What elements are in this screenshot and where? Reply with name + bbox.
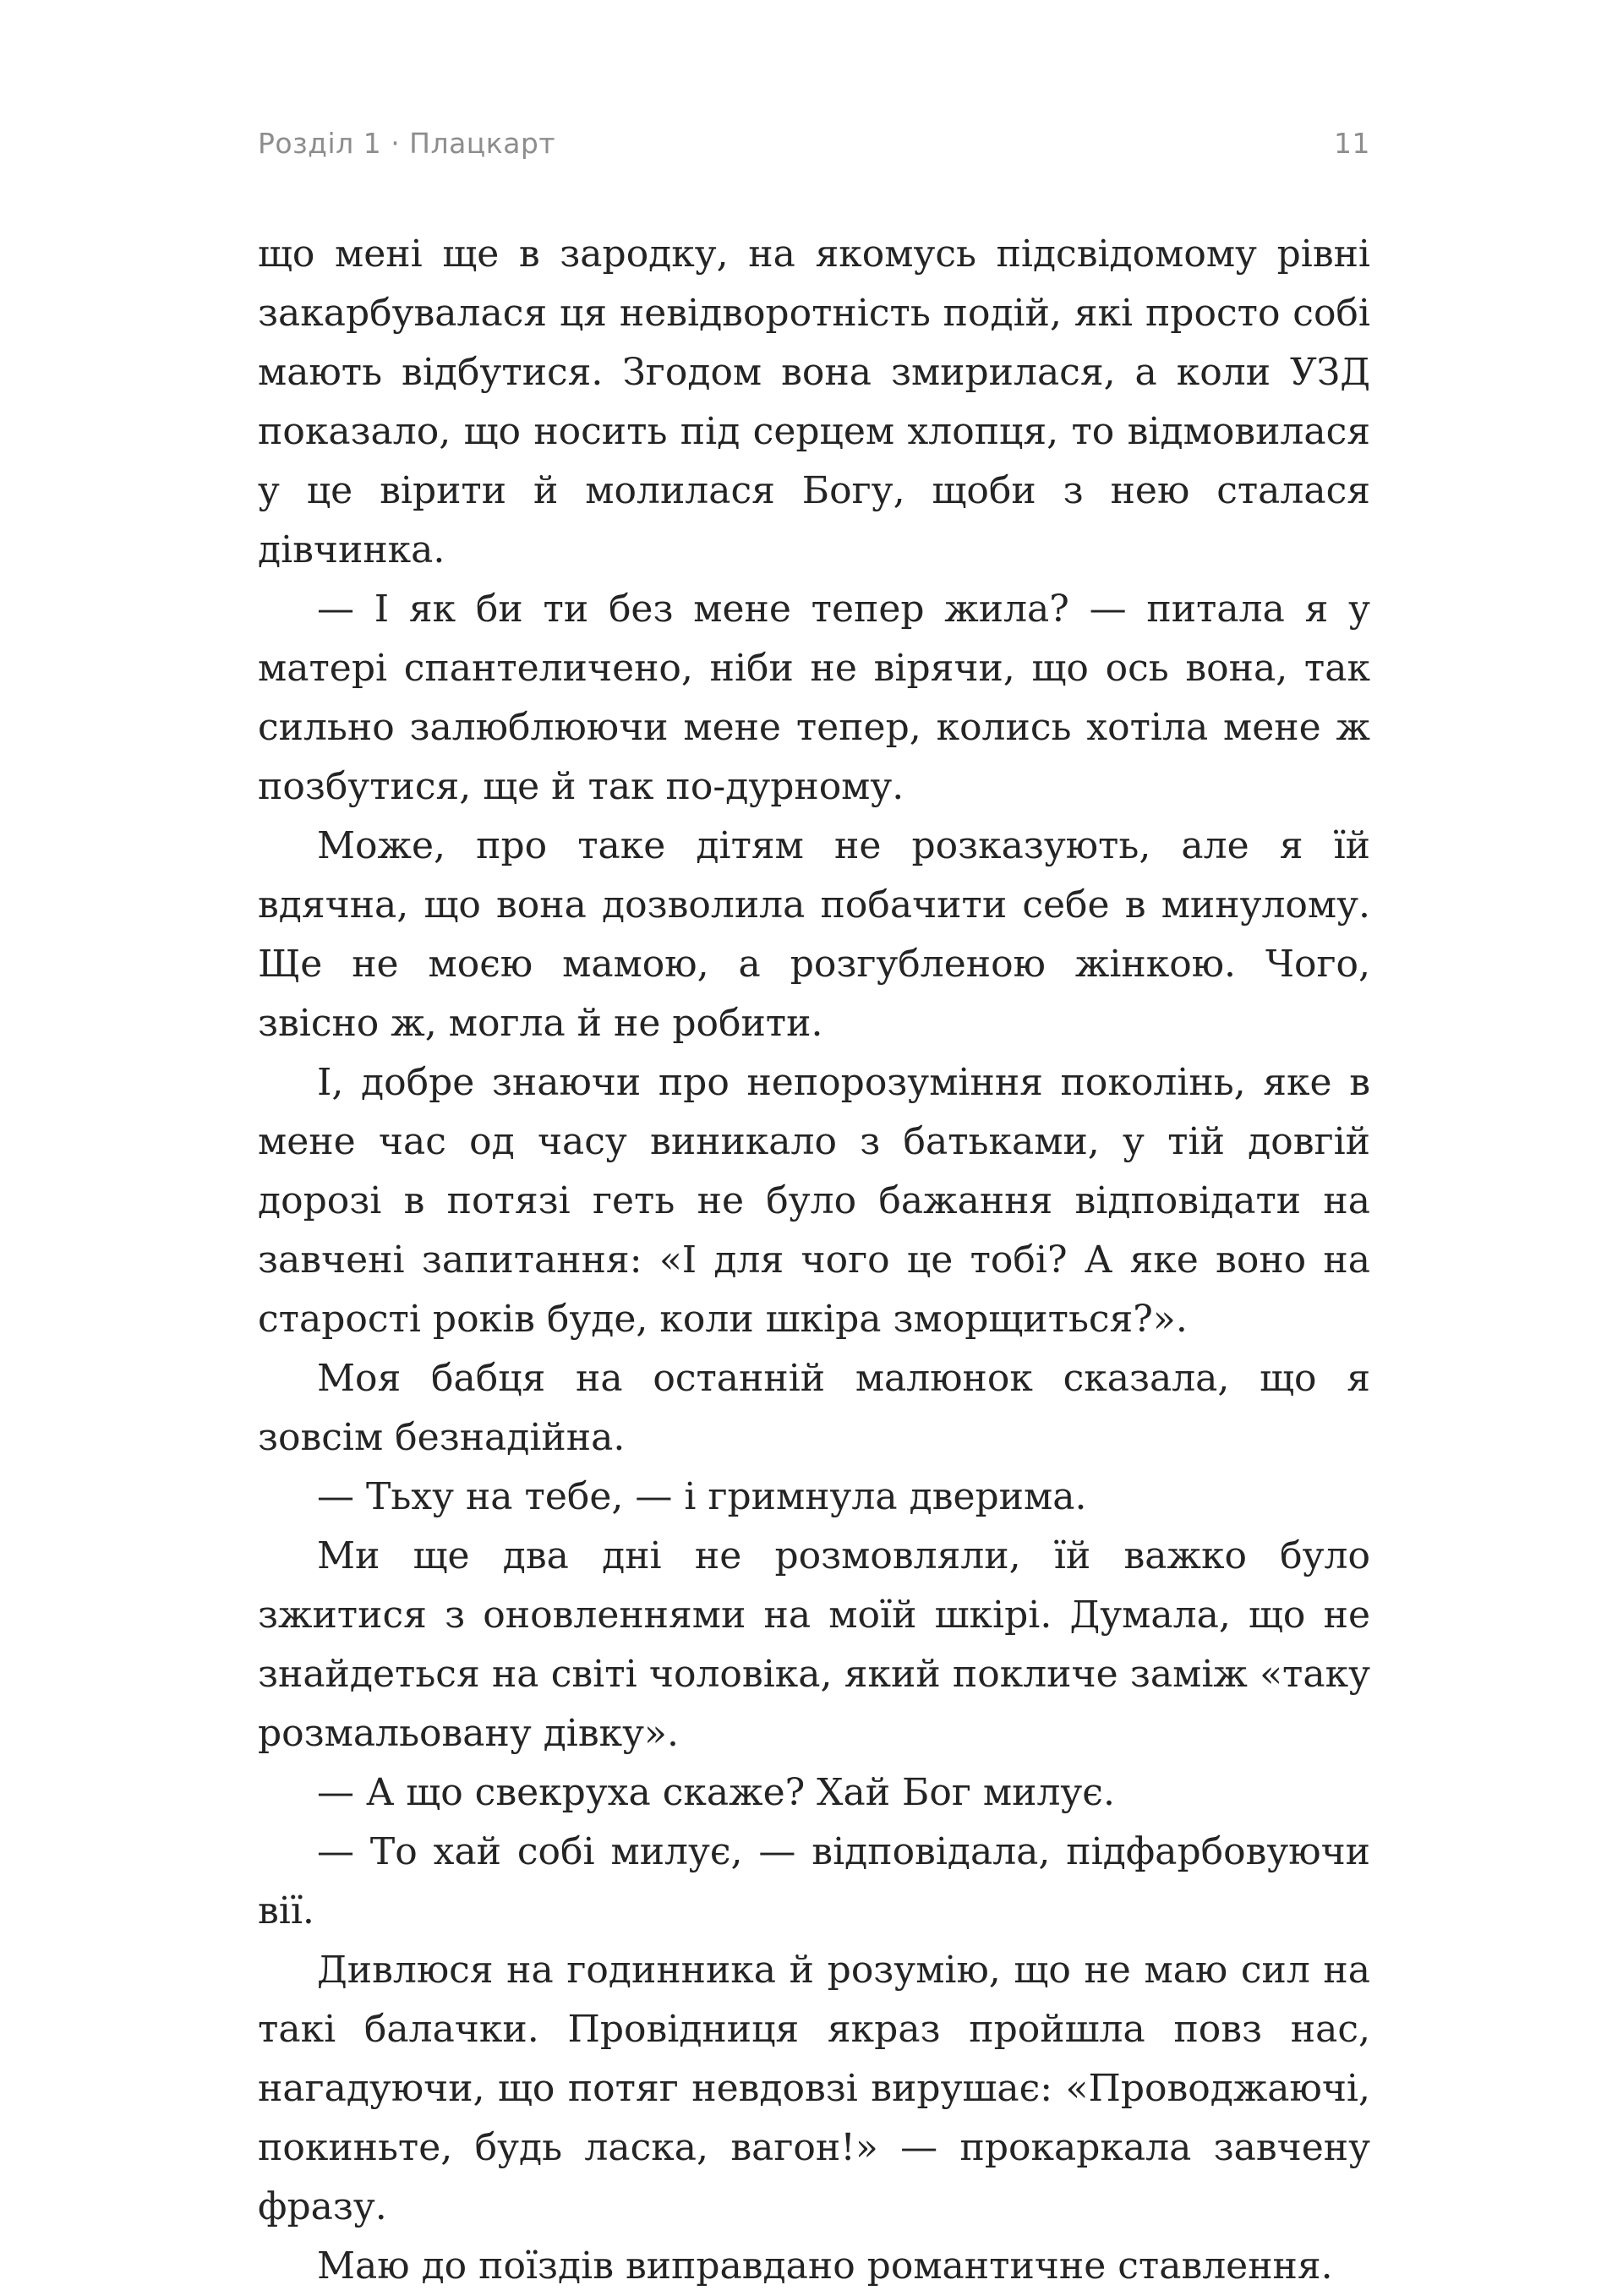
page-body	[258, 225, 1370, 2296]
paragraph: — То хай собі милує, — відповідала, підфарбовуючи вії.	[258, 1830, 1370, 1932]
paragraph: — А що свекруха скаже? Хай Бог милує.	[317, 1771, 1115, 1814]
paragraph: — Тьху на тебе, — і гримнула дверима.	[317, 1475, 1087, 1518]
paragraph: Дивлюся на годинника й розумію, що не маю сил на такі балачки. Провідниця якраз пройшла повз нас, нагадуючи, що потяг невдовзі вирушає: «Проводжаючі, покиньте, будь ласка, вагон!» — прокаркала завчену фразу.	[258, 1949, 1370, 2228]
paragraph: Маю до поїздів виправдано романтичне ставлення.	[317, 2244, 1333, 2288]
chapter-title: Розділ 1 · Плацкарт	[258, 127, 556, 160]
paragraph: Ми ще два дні не розмовляли, їй важко було зжитися з оновленнями на моїй шкірі. Думала, що не знайдеться на світі чоловіка, який покличе заміж «таку розмальовану дівку».	[258, 1534, 1370, 1755]
paragraph: Моя бабця на останній малюнок сказала, що я зовсім безнадійна.	[258, 1357, 1370, 1459]
page-number: 11	[1334, 127, 1370, 160]
paragraph: — І як би ти без мене тепер жила? — питала я у матері спантеличено, ніби не вірячи, що ось вона, так сильно залюблюючи мене тепер, колись хотіла мене ж позбутися, ще й так по-дурному.	[258, 588, 1370, 808]
paragraph: І, добре знаючи про непорозуміння поколінь, яке в мене час од часу виникало з батьками, у тій довгій дорозі в потязі геть не було бажання відповідати на завчені запитання: «І для чого це тобі? А яке воно на старості років буде, коли шкіра зморщиться?».	[258, 1061, 1370, 1341]
paragraph: що мені ще в зародку, на якомусь підсвідомому рівні закарбувалася ця невідворотність подій, які просто собі мають відбутися. Згодом вона змирилася, а коли УЗД показало, що носить під серцем хлопця, то відмовилася у це вірити й молилася Богу, щоби з нею сталася дівчинка.	[258, 232, 1370, 571]
running-header	[258, 127, 1370, 161]
paragraph: Може, про таке дітям не розказують, але я їй вдячна, що вона дозволила побачити себе в минулому. Ще не моєю мамою, а розгубленою жінкою. Чого, звісно ж, могла й не робити.	[258, 824, 1370, 1045]
